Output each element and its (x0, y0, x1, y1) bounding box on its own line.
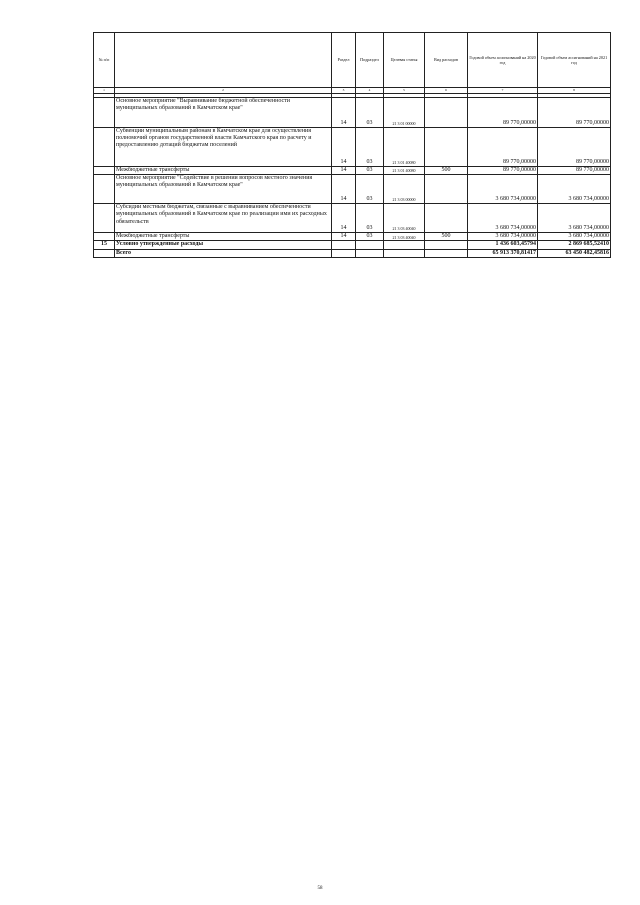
row-num: 15 (94, 241, 115, 249)
column-number: 3 (332, 88, 356, 94)
row-kind: 500 (425, 233, 468, 241)
row-2020: 3 680 734,00000 (468, 175, 538, 204)
header-num: № п/п (94, 33, 115, 88)
table-row (94, 98, 611, 128)
table-row-total (94, 249, 611, 257)
row-num (94, 249, 115, 257)
row-2020: 89 770,00000 (468, 167, 538, 175)
row-name: Субвенции муниципальным районам в Камчатском крае для осуществления полномочий органов государственной власти Камчатского края по расчету и предоставлению дотаций бюджетам поселений (115, 128, 332, 167)
row-2020: 89 770,00000 (468, 98, 538, 128)
header-name (115, 33, 332, 88)
row-2020: 3 680 734,00000 (468, 233, 538, 241)
header-target: Целевая статья (384, 33, 425, 88)
row-name: Субсидии местным бюджетам, связанные с выравниванием обеспеченности муниципальных образований в Камчатском крае по реализации ими их расходных обязательств (115, 204, 332, 233)
header-kind: Вид расходов (425, 33, 468, 88)
column-number: 6 (425, 88, 468, 94)
row-2021: 89 770,00000 (538, 98, 611, 128)
budget-table (93, 32, 611, 258)
row-section: 14 (332, 233, 356, 241)
row-subsection: 03 (356, 128, 384, 167)
row-target: 21 3 01 40080 (384, 128, 425, 167)
row-target (384, 249, 425, 257)
row-target: 21 3 01 00000 (384, 98, 425, 128)
row-target: 21 3 03 00000 (384, 175, 425, 204)
column-number: 4 (356, 88, 384, 94)
row-kind (425, 249, 468, 257)
row-2021: 89 770,00000 (538, 128, 611, 167)
row-2020: 3 680 734,00000 (468, 204, 538, 233)
row-name: Условно утвержденные расходы (115, 241, 332, 249)
row-kind (425, 98, 468, 128)
table-row (94, 233, 611, 241)
row-num (94, 167, 115, 175)
row-num (94, 233, 115, 241)
row-2021: 2 869 685,52410 (538, 241, 611, 249)
row-name: Основное мероприятие "Содействие в решении вопросов местного значения муниципальных образований в Камчатском крае" (115, 175, 332, 204)
row-2020: 1 436 603,45794 (468, 241, 538, 249)
row-section: 14 (332, 175, 356, 204)
row-target (384, 241, 425, 249)
row-num (94, 175, 115, 204)
row-section: 14 (332, 167, 356, 175)
row-kind: 500 (425, 167, 468, 175)
row-kind (425, 175, 468, 204)
row-2021: 89 770,00000 (538, 167, 611, 175)
header-2020: Годовой объем ассигнований на 2020 год (468, 33, 538, 88)
table-row (94, 128, 611, 167)
row-2020: 65 913 370,81417 (468, 249, 538, 257)
row-name: Межбюджетные трансферты (115, 233, 332, 241)
row-target: 21 3 01 40080 (384, 167, 425, 175)
row-subsection: 03 (356, 98, 384, 128)
row-target: 21 3 03 40040 (384, 204, 425, 233)
row-subsection: 03 (356, 204, 384, 233)
table-row (94, 204, 611, 233)
row-section (332, 249, 356, 257)
row-subsection (356, 249, 384, 257)
header-row (94, 33, 611, 88)
row-section (332, 241, 356, 249)
row-section: 14 (332, 128, 356, 167)
row-subsection: 03 (356, 167, 384, 175)
row-num (94, 128, 115, 167)
column-number: 8 (538, 88, 611, 94)
row-kind (425, 128, 468, 167)
row-section: 14 (332, 204, 356, 233)
table-row (94, 175, 611, 204)
column-number: 5 (384, 88, 425, 94)
column-number: 7 (468, 88, 538, 94)
row-name: Межбюджетные трансферты (115, 167, 332, 175)
column-number: 1 (94, 88, 115, 94)
row-num (94, 98, 115, 128)
row-subsection: 03 (356, 175, 384, 204)
page-number: 58 (317, 886, 323, 891)
row-target: 21 3 03 40040 (384, 233, 425, 241)
table-row (94, 167, 611, 175)
row-section: 14 (332, 98, 356, 128)
row-num (94, 204, 115, 233)
row-2021: 3 680 734,00000 (538, 233, 611, 241)
header-section: Раздел (332, 33, 356, 88)
row-2021: 63 450 482,45816 (538, 249, 611, 257)
row-kind (425, 241, 468, 249)
row-subsection: 03 (356, 233, 384, 241)
row-2021: 3 680 734,00000 (538, 204, 611, 233)
row-name: Всего (115, 249, 332, 257)
column-number: 2 (115, 88, 332, 94)
row-subsection (356, 241, 384, 249)
row-2021: 3 680 734,00000 (538, 175, 611, 204)
table-row-conditional (94, 241, 611, 249)
row-kind (425, 204, 468, 233)
header-subsection: Подраздел (356, 33, 384, 88)
row-name: Основное мероприятие "Выравнивание бюджетной обеспеченности муниципальных образований в Камчатском крае" (115, 98, 332, 128)
row-2020: 89 770,00000 (468, 128, 538, 167)
header-2021: Годовой объем ассигнований на 2021 год (538, 33, 611, 88)
